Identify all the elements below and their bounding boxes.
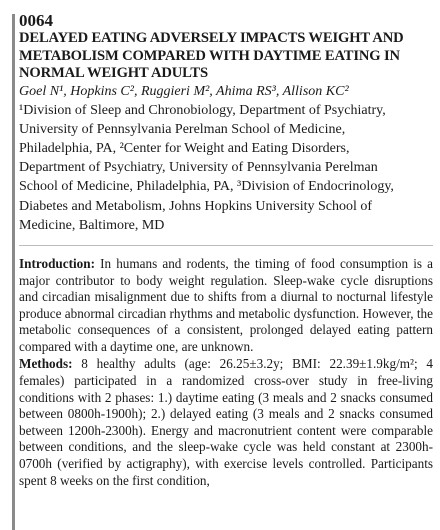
title-line: DELAYED EATING ADVERSELY IMPACTS WEIGHT AND <box>19 30 404 46</box>
abstract-number: 0064 <box>19 11 53 30</box>
affiliation-line: Philadelphia, PA, ²Center for Weight and Eating Disorders, <box>19 140 350 156</box>
section-divider <box>19 245 433 246</box>
author-list: Goel N¹, Hopkins C², Ruggieri M², Ahima RS³, Allison KC² <box>19 83 349 99</box>
affiliation-line: ¹Division of Sleep and Chronobiology, Department of Psychiatry, <box>19 102 386 118</box>
title-line: METABOLISM COMPARED WITH DAYTIME EATING IN <box>19 47 400 64</box>
methods-paragraph <box>19 356 433 489</box>
introduction-paragraph <box>19 256 433 356</box>
affiliation-line: University of Pennsylvania Perelman School of Medicine, <box>19 121 346 137</box>
abstract-title <box>19 30 433 83</box>
affiliation-line: Medicine, Baltimore, MD <box>19 217 165 233</box>
abstract-content <box>19 12 433 489</box>
affiliation-line: Department of Psychiatry, University of Pennsylvania Perelman <box>19 160 378 176</box>
introduction-text: In humans and rodents, the timing of food consumption is a major contributor to body weight regulation. Sleep-wake cycle disruptions and circadian misalignment due to shifts from a diurnal to nocturnal lifestyle produce abnormal circadian rhythms and metabolic dysfunction. However, the metabolic consequences of a consistent, prolonged delayed eating pattern compared with a daytime one, are unknown. <box>19 255 434 354</box>
introduction-heading: Introduction: <box>19 255 95 271</box>
affiliations <box>19 101 433 235</box>
methods-text: 8 healthy adults (age: 26.25±3.2y; BMI: 22.39±1.9kg/m²; 4 females) participated in a randomized cross-over study in free-living conditions with 2 phases: 1.) daytime eating (3 meals and 2 snacks consumed between 0800h-1900h); 2.) delayed eating (3 meals and 2 snacks consumed between 1200h-2300h). Energy and macronutrient content were comparable between conditions, and the sleep-wake cycle was held constant at 2300h-0700h (verified by actigraphy), with exercise levels controlled. Participants spent 8 weeks on the first condition, <box>19 356 433 488</box>
affiliation-line: Diabetes and Metabolism, Johns Hopkins University School of <box>19 198 373 214</box>
methods-heading: Methods: <box>19 356 73 372</box>
title-line: NORMAL WEIGHT ADULTS <box>19 65 208 81</box>
margin-bar <box>12 14 15 530</box>
affiliation-line: School of Medicine, Philadelphia, PA, ³Division of Endocrinology, <box>19 179 394 195</box>
